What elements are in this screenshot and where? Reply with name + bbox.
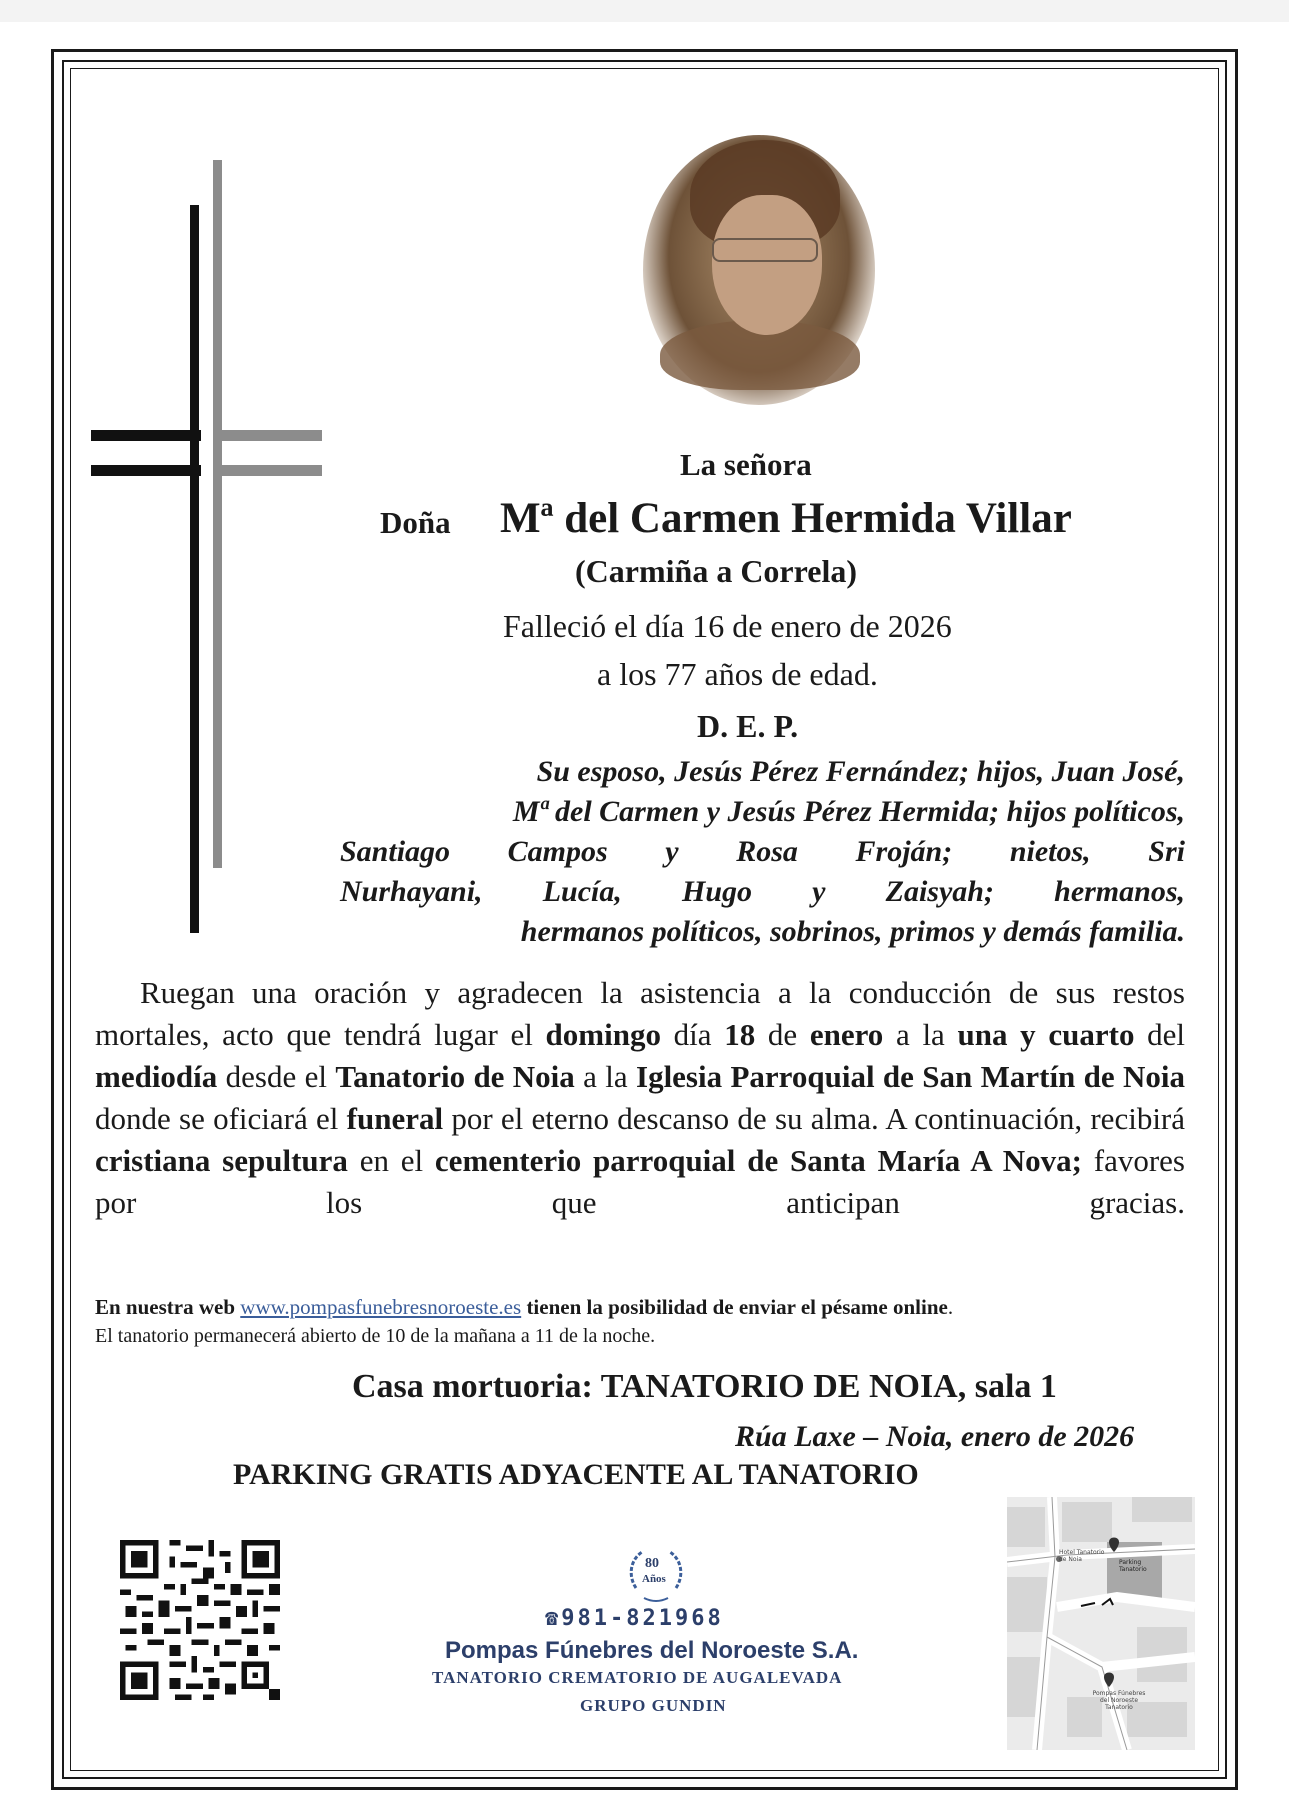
family-line: Mª del Carmen y Jesús Pérez Hermida; hijos políticos, bbox=[512, 795, 1185, 828]
phone-number: 981-821968 bbox=[561, 1606, 724, 1631]
family-line: Santiago Campos y Rosa Froján; nietos, Sri bbox=[340, 835, 1185, 868]
death-date: Falleció el día 16 de enero de 2026 bbox=[503, 608, 952, 644]
family-line: Nurhayani, Lucía, Hugo y Zaisyah; hermanos, bbox=[340, 875, 1185, 908]
body-emph: una y cuarto bbox=[957, 1017, 1135, 1052]
age: a los 77 años de edad. bbox=[597, 656, 878, 692]
body-text: donde se oficiará el bbox=[95, 1101, 339, 1136]
opening-hours: El tanatorio permanecerá abierto de 10 de la mañana a 11 de la noche. bbox=[95, 1325, 656, 1347]
body-emph: funeral bbox=[346, 1101, 444, 1136]
body-text: favores por los que anticipan gracias. bbox=[95, 1143, 1185, 1220]
title-label: La señora bbox=[680, 447, 812, 482]
map-graphic bbox=[1007, 1497, 1195, 1750]
body-text: a la bbox=[583, 1059, 628, 1094]
ceremony-paragraph bbox=[95, 972, 1185, 1224]
body-emph: Iglesia Parroquial de San Martín de Noia bbox=[636, 1059, 1185, 1094]
body-text: día bbox=[673, 1017, 712, 1052]
web-prefix: En nuestra web bbox=[95, 1295, 236, 1319]
body-emph: 18 bbox=[724, 1017, 756, 1052]
logo-text: Años bbox=[642, 1573, 666, 1585]
company-line-1: TANATORIO CREMATORIO DE AUGALEVADA bbox=[432, 1668, 843, 1687]
body-text: de bbox=[767, 1017, 798, 1052]
body-text: desde el bbox=[225, 1059, 327, 1094]
body-emph: mediodía bbox=[95, 1059, 218, 1094]
company-name: Pompas Fúnebres del Noroeste S.A. bbox=[445, 1637, 859, 1664]
rip: D. E. P. bbox=[697, 708, 799, 744]
body-emph: Tanatorio de Noia bbox=[335, 1059, 575, 1094]
funeral-home-value: TANATORIO DE NOIA, sala 1 bbox=[600, 1368, 1057, 1405]
web-suffix: tienen la posibilidad de enviar el pésame online bbox=[526, 1295, 948, 1319]
phone-icon: ☎ bbox=[545, 1606, 562, 1631]
logo-number: 80 bbox=[645, 1556, 659, 1571]
body-text: restos mortales, acto que tendrá lugar el bbox=[95, 975, 1185, 1052]
body-text: Ruegan una oración y agradecen la asistencia a la conducción de sus bbox=[140, 975, 1096, 1010]
deceased-name: Mª del Carmen Hermida Villar bbox=[500, 495, 1072, 542]
top-band bbox=[0, 0, 1289, 22]
company-line-2: GRUPO GUNDIN bbox=[580, 1696, 727, 1715]
funeral-home-label: Casa mortuoria: bbox=[352, 1368, 593, 1405]
funeral-home bbox=[352, 1368, 1057, 1406]
website-link[interactable]: www.pompasfunebresnoroeste.es bbox=[240, 1295, 522, 1319]
location-map[interactable] bbox=[1007, 1497, 1195, 1750]
family-line: hermanos políticos, sobrinos, primos y demás familia. bbox=[520, 915, 1185, 948]
body-text: en el bbox=[359, 1143, 424, 1178]
map-label-hotel: Hotel Tanatorio de Noia bbox=[1059, 1549, 1105, 1563]
body-emph: domingo bbox=[545, 1017, 661, 1052]
map-label-parking: Parking Tanatorio bbox=[1119, 1559, 1147, 1573]
qr-code[interactable] bbox=[120, 1540, 280, 1700]
family-line: Su esposo, Jesús Pérez Fernández; hijos, Juan José, bbox=[536, 755, 1185, 788]
web-line bbox=[95, 1295, 953, 1320]
map-label-funeral-home: Pompas Fúnebres del Noroeste Tanatorio bbox=[1092, 1690, 1146, 1711]
phone-line bbox=[545, 1606, 724, 1631]
body-emph: enero bbox=[809, 1017, 884, 1052]
body-text: del bbox=[1147, 1017, 1186, 1052]
body-text: a la bbox=[896, 1017, 945, 1052]
parking-notice: PARKING GRATIS ADYACENTE AL TANATORIO bbox=[233, 1458, 919, 1491]
address: Rúa Laxe – Noia, enero de 2026 bbox=[735, 1420, 1135, 1453]
body-emph: cristiana sepultura bbox=[95, 1143, 348, 1178]
nickname: (Carmiña a Correla) bbox=[575, 553, 857, 589]
family-block bbox=[340, 752, 1185, 952]
honorific: Doña bbox=[380, 505, 451, 540]
body-text: por el eterno descanso de su alma. A continuación, recibirá bbox=[451, 1101, 1186, 1136]
body-emph: cementerio parroquial de Santa María A Nova; bbox=[434, 1143, 1082, 1178]
web-period: . bbox=[947, 1295, 954, 1319]
